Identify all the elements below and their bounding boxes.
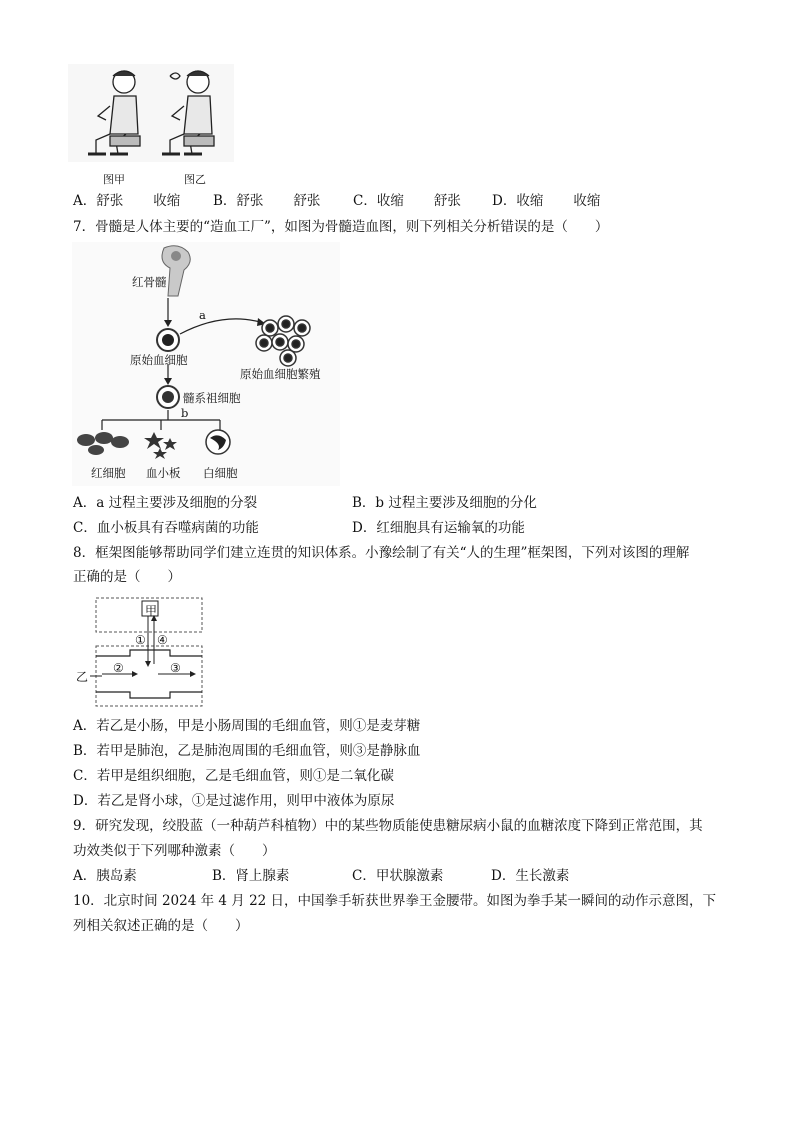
option-value-2: 舒张 [433, 193, 461, 209]
option-value-2: 收缩 [573, 193, 601, 209]
q7-option-c: C．血小板具有吞噬病菌的功能 [73, 520, 259, 536]
option-letter: D． [492, 193, 517, 209]
label-proliferation: 原始血细胞繁殖 [240, 367, 321, 381]
label-rbc: 红细胞 [91, 466, 126, 480]
option-letter: A． [73, 193, 97, 209]
q8-stem-line2: 正确的是（ ） [73, 569, 181, 585]
q9-stem-line2: 功效类似于下列哪种激素（ ） [73, 843, 276, 859]
option-value-1: 舒张 [96, 193, 124, 209]
option-letter: C． [353, 193, 377, 209]
q7-option-a: A．a 过程主要涉及细胞的分裂 [73, 495, 258, 511]
q8-option-a: A．若乙是小肠，甲是小肠周围的毛细血管，则①是麦芽糖 [73, 718, 421, 734]
q7-option-d: D．红细胞具有运输氧的功能 [352, 520, 525, 536]
q7-option-b: B．b 过程主要涉及细胞的分化 [352, 495, 537, 511]
q8-stem-line1: 8．框架图能够帮助同学们建立连贯的知识体系。小豫绘制了有关“人的生理”框架图，下列对该图的理解 [73, 545, 690, 561]
q9-option-d: D．生长激素 [491, 868, 570, 884]
q6-option-a [73, 192, 180, 210]
option-value-2: 收缩 [153, 193, 181, 209]
stem-cell-icon [157, 329, 179, 351]
q9-option-a: A．胰岛素 [73, 868, 137, 884]
label-circle-1: ① [135, 633, 146, 647]
label-wbc: 白细胞 [203, 466, 238, 480]
label-red-marrow: 红骨髓 [132, 275, 167, 289]
label-stem-cell: 原始血细胞 [130, 353, 188, 367]
q8-option-d: D．若乙是肾小球，①是过滤作用，则甲中液体为原尿 [73, 793, 395, 809]
q9-option-b: B．肾上腺素 [212, 868, 290, 884]
option-value-1: 收缩 [376, 193, 404, 209]
fig-label-yi: 图乙 [184, 173, 206, 186]
q10-stem-line2: 列相关叙述正确的是（ ） [73, 918, 249, 934]
q8-option-b: B．若甲是肺泡，乙是肺泡周围的毛细血管，则③是静脉血 [73, 743, 421, 759]
option-value-1: 收缩 [516, 193, 544, 209]
q10-stem-line1: 10．北京时间 2024 年 4 月 22 日，中国拳手斩获世界拳王金腰带。如图为拳手某一瞬间的动作示意图，下 [73, 893, 717, 909]
myeloid-cell-icon [157, 386, 179, 408]
label-arrow-b: b [181, 406, 189, 420]
breathing-figure [66, 62, 236, 166]
q8-option-c: C．若甲是组织细胞，乙是毛细血管，则①是二氧化碳 [73, 768, 394, 784]
label-jia: 甲 [145, 604, 158, 618]
label-circle-4: ④ [157, 633, 168, 647]
white-blood-cell-icon [206, 430, 230, 454]
q6-option-d [492, 192, 600, 210]
hematopoiesis-diagram [72, 242, 340, 486]
q7-stem: 7．骨髓是人体主要的“造血工厂”，如图为骨髓造血图，则下列相关分析错误的是（ ） [73, 219, 609, 235]
q9-option-c: C．甲状腺激素 [352, 868, 444, 884]
q6-option-b [213, 192, 320, 210]
option-value-2: 舒张 [293, 193, 321, 209]
q6-option-c [353, 192, 461, 210]
label-arrow-a: a [199, 308, 206, 322]
label-circle-3: ③ [170, 661, 181, 675]
label-platelet: 血小板 [146, 466, 181, 480]
label-yi: 乙 [76, 670, 89, 684]
fig-label-jia: 图甲 [103, 173, 125, 186]
q9-stem-line1: 9．研究发现，绞股蓝（一种葫芦科植物）中的某些物质能使患糖尿病小鼠的血糖浓度下降到正常范围，其 [73, 818, 703, 834]
label-myeloid: 髓系祖细胞 [183, 391, 241, 405]
option-value-1: 舒张 [236, 193, 264, 209]
label-circle-2: ② [113, 661, 124, 675]
option-letter: B． [213, 193, 237, 209]
